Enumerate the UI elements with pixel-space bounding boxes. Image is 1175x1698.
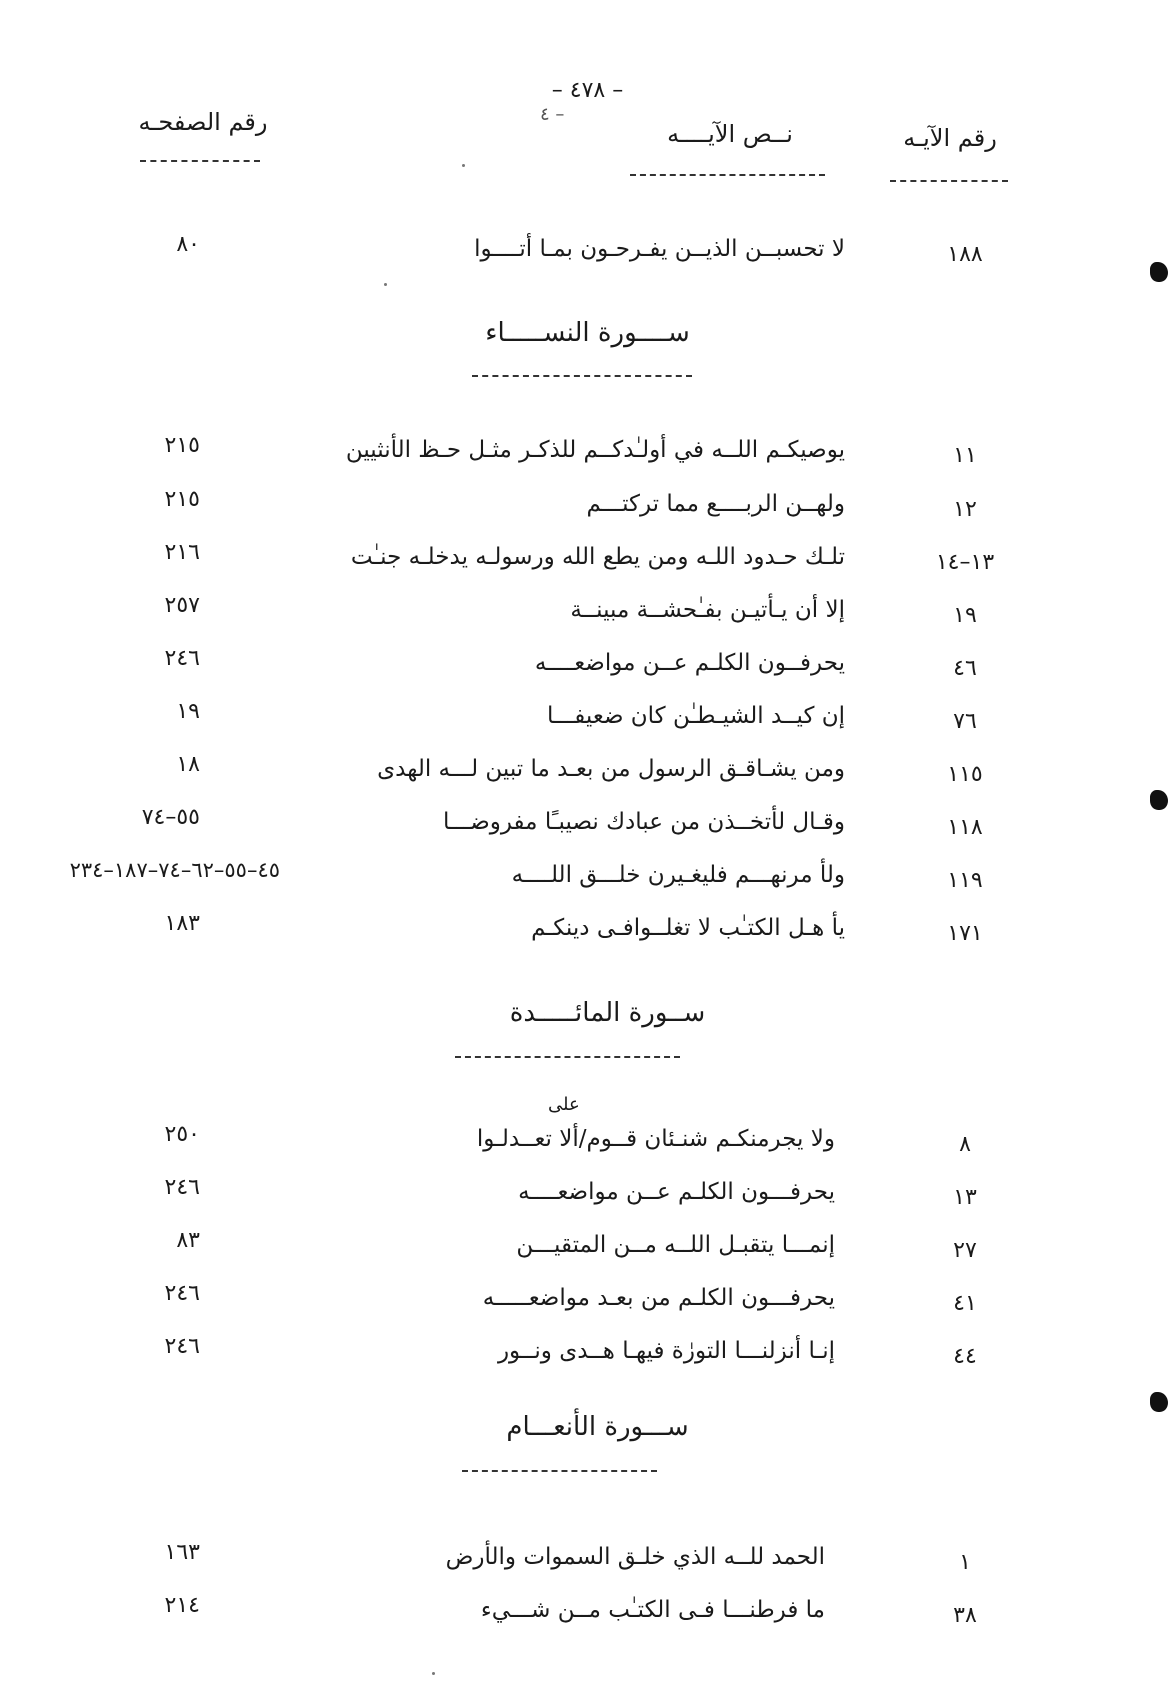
verse-number: ١٨٨ (947, 242, 983, 267)
surah-title-rule (455, 1056, 680, 1058)
verse-text: الحمد للــه الذي خلـق السموات والأرض (445, 1544, 825, 1570)
verse-text: تلـك حـدود اللـه ومن يطع الله ورسولـه يدخلـه جنـٰت (350, 544, 845, 570)
verse-number: ٤٦ (953, 656, 977, 681)
table-row (0, 1334, 1175, 1374)
verse-text: ومن يشـاقـق الرسول من بعـد ما تبين لـــه الهدى (377, 756, 845, 782)
verse-text: ولأ مرنهـــم فليغـيرن خلـــق اللــــه (511, 862, 845, 888)
page-ref: ١٨٣ (164, 911, 200, 936)
table-row (0, 487, 1175, 527)
surah-title: ســـورة الأنعـــام (506, 1412, 689, 1442)
table-row (0, 433, 1175, 473)
page-ref: ١٨ (176, 752, 200, 777)
table-row (0, 1593, 1175, 1633)
verse-number: ١١٨ (947, 815, 983, 840)
page-ref: ٢٥٠ (164, 1122, 200, 1147)
binder-hole-mark (1150, 1392, 1168, 1412)
verse-text: يحرفــون الكلـم عــن مواضعــــه (534, 650, 845, 676)
page-ref: ٢٤٦ (164, 1334, 200, 1359)
verse-number: ٢٧ (953, 1238, 977, 1263)
binder-hole-mark (1150, 790, 1168, 810)
verse-number: ٨ (959, 1132, 971, 1157)
verse-text: إنـا أنزلنـــا التورٰة فيهـا هــدى ونــور (497, 1338, 835, 1364)
verse-text: إن كيــد الشيـطـٰن كان ضعيفـــا (547, 703, 845, 729)
surah-title-rule (462, 1470, 657, 1472)
page-ref: ٢٥٧ (164, 593, 200, 618)
page-subnumber: – ٤ (540, 104, 565, 125)
scan-speck (432, 1672, 435, 1675)
verse-text: إلا أن يـأتيـن بفـٰحشــة مبينــة (570, 597, 845, 623)
verse-number: ٣٨ (953, 1603, 977, 1628)
page-ref: ٥٥–٧٤ (141, 805, 200, 830)
table-row (0, 805, 1175, 845)
verse-number: ١١٥ (947, 762, 983, 787)
verse-text: لا تحسبــن الذيــن يفـرحـون بمـا أتــــوا (474, 236, 845, 262)
verse-text: يحرفـــون الكلـم من بعـد مواضعـــــه (482, 1285, 835, 1311)
verse-number: ٤١ (953, 1291, 977, 1316)
page-ref: ٢١٥ (164, 487, 200, 512)
page-ref: ٢١٤ (164, 1593, 200, 1618)
verse-number: ١٧١ (947, 921, 983, 946)
verse-number: ١٢ (953, 497, 977, 522)
header-verse-text: نــص الآيــــه (667, 120, 793, 148)
header-verse-number: رقم الآيـه (903, 124, 997, 152)
verse-number: ١ (959, 1550, 971, 1575)
table-row (0, 646, 1175, 686)
verse-text: وقـال لأتخــذن من عبادك نصيبـًا مفروضـــا (443, 809, 845, 835)
page-ref: ١٩ (176, 699, 200, 724)
table-row (0, 232, 1175, 272)
page-ref: ٢٤٦ (164, 1175, 200, 1200)
table-row (0, 1122, 1175, 1162)
verse-text: ولا يجرمنكـم شنـئان قــوم/ألا تعــدلـوا (476, 1126, 835, 1152)
verse-text: يأ هـل الكتـٰب لا تغلــوافـى دينكـم (531, 915, 845, 941)
scan-speck (384, 283, 387, 286)
page-ref: ٨٣ (176, 1228, 200, 1253)
page-number: – ٤٧٨ – (551, 78, 624, 103)
verse-number: ١١٩ (947, 868, 983, 893)
scan-speck (462, 164, 465, 167)
header-page-ref: رقم الصفحـه (138, 108, 268, 136)
verse-text: ما فرطنـــا فـى الكتـٰب مــن شـــيء (480, 1597, 825, 1623)
margin-annotation: على (548, 1094, 580, 1115)
page-ref: ٢٤٦ (164, 1281, 200, 1306)
binder-hole-mark (1150, 262, 1168, 282)
verse-number: ١١ (953, 443, 977, 468)
table-row (0, 540, 1175, 580)
table-row (0, 699, 1175, 739)
surah-title-rule (472, 375, 692, 377)
verse-text: يوصيكـم اللــه في أولـٰدكــم للذكـر مثـل حـظ الأنثيين (345, 437, 845, 463)
surah-title: ســــورة النســـــاء (485, 318, 690, 348)
verse-number: ١٩ (953, 603, 977, 628)
verse-number: ١٣–١٤ (935, 550, 995, 575)
verse-text: إنمـــا يتقبـل اللــه مــن المتقيـــن (516, 1232, 835, 1258)
verse-number: ٧٦ (953, 709, 977, 734)
page-ref: ٢١٥ (164, 433, 200, 458)
surah-title: ســورة المائـــــدة (509, 998, 706, 1028)
table-row (0, 1540, 1175, 1580)
table-row (0, 858, 1175, 898)
table-row (0, 911, 1175, 951)
table-row (0, 752, 1175, 792)
table-row (0, 1281, 1175, 1321)
page-ref: ٤٥–٥٥–٦٢–٧٤–١٨٧–٢٣٤ (69, 858, 280, 882)
page-ref: ٢٤٦ (164, 646, 200, 671)
verse-number: ٤٤ (953, 1344, 977, 1369)
page-ref: ٨٠ (176, 232, 200, 257)
verse-number: ١٣ (953, 1185, 977, 1210)
table-row (0, 1175, 1175, 1215)
table-row (0, 593, 1175, 633)
page-ref: ٢١٦ (164, 540, 200, 565)
table-row (0, 1228, 1175, 1268)
verse-text: يحرفـــون الكلـم عــن مواضعــــه (518, 1179, 835, 1205)
verse-text: ولهــن الربــــع مما تركتـــم (586, 491, 845, 517)
page-ref: ١٦٣ (164, 1540, 200, 1565)
